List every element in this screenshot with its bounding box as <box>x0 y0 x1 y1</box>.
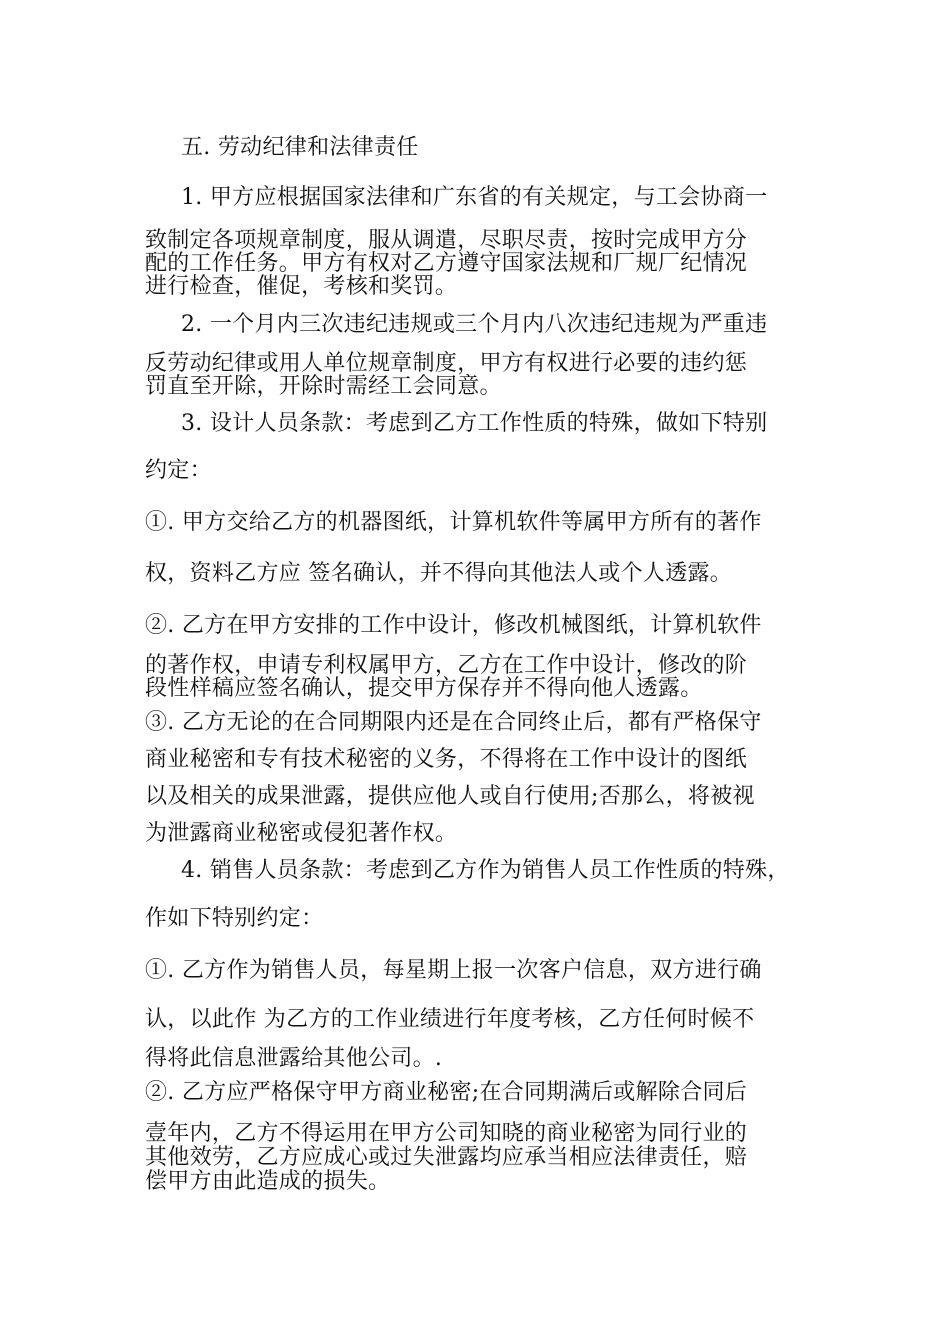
clause-3-line-1: 3. 设计人员条款：考虑到乙方工作性质的特殊，做如下特别 <box>181 411 768 436</box>
clause-4-line-2: 作如下特别约定： <box>145 906 324 931</box>
clause-3-item-1-line-2: 权，资料乙方应 签名确认，并不得向其他法人或个人透露。 <box>145 561 733 586</box>
clause-4-item-2-line-2: 壹年内，乙方不得运用在甲方公司知晓的商业秘密为同行业的 <box>145 1121 748 1146</box>
clause-4-line-1: 4. 销售人员条款：考虑到乙方作为销售人员工作性质的特殊， <box>181 858 790 883</box>
clause-1-line-2: 致制定各项规章制度，服从调遣，尽职尽责，按时完成甲方分 <box>145 228 748 253</box>
clause-3-item-2-line-3: 段性样稿应签名确认，提交甲方保存并不得向他人透露。 <box>145 676 703 701</box>
clause-1-line-1: 1. 甲方应根据国家法律和广东省的有关规定，与工会协商一 <box>181 185 768 210</box>
clause-3-item-2-line-1: ②. 乙方在甲方安排的工作中设计，修改机械图纸，计算机软件 <box>145 613 762 638</box>
clause-4-item-1-line-2: 认，以此作 为乙方的工作业绩进行年度考核，乙方任何时候不 <box>145 1007 755 1032</box>
clause-4-item-1-line-3: 得将此信息泄露给其他公司。. <box>145 1046 443 1071</box>
clause-3-item-3-line-1: ③. 乙方无论的在合同期限内还是在合同终止后，都有严格保守 <box>145 710 762 735</box>
clause-2-line-2: 反劳动纪律或用人单位规章制度，甲方有权进行必要的违约惩 <box>145 351 748 376</box>
clause-3-item-3-line-4: 为泄露商业秘密或侵犯著作权。 <box>145 821 458 846</box>
clause-3-line-2: 约定： <box>145 458 212 483</box>
clause-3-item-1-line-1: ①. 甲方交给乙方的机器图纸，计算机软件等属甲方所有的著作 <box>145 510 762 535</box>
clause-4-item-1-line-1: ①. 乙方作为销售人员，每星期上报一次客户信息，双方进行确 <box>145 958 762 983</box>
clause-3-item-2-line-2: 的著作权，申请专利权属甲方，乙方在工作中设计，修改的阶 <box>145 653 748 678</box>
clause-1-line-4: 进行检查，催促，考核和奖罚。 <box>145 274 458 299</box>
section-heading: 五. 劳动纪律和法律责任 <box>181 135 419 160</box>
clause-1-line-3: 配的工作任务。甲方有权对乙方遵守国家法规和厂规厂纪情况 <box>145 251 748 276</box>
clause-2-line-1: 2. 一个月内三次违纪违规或三个月内八次违纪违规为严重违 <box>181 312 768 337</box>
clause-3-item-3-line-2: 商业秘密和专有技术秘密的义务，不得将在工作中设计的图纸 <box>145 747 748 772</box>
clause-4-item-2-line-3: 其他效劳，乙方应成心或过失泄露均应承当相应法律责任，赔 <box>145 1145 748 1170</box>
clause-3-item-3-line-3: 以及相关的成果泄露，提供应他人或自行使用;否那么，将被视 <box>145 784 755 809</box>
clause-4-item-2-line-1: ②. 乙方应严格保守甲方商业秘密;在合同期满后或解除合同后 <box>145 1080 748 1105</box>
clause-2-line-3: 罚直至开除，开除时需经工会同意。 <box>145 374 502 399</box>
clause-4-item-2-line-4: 偿甲方由此造成的损失。 <box>145 1169 391 1194</box>
